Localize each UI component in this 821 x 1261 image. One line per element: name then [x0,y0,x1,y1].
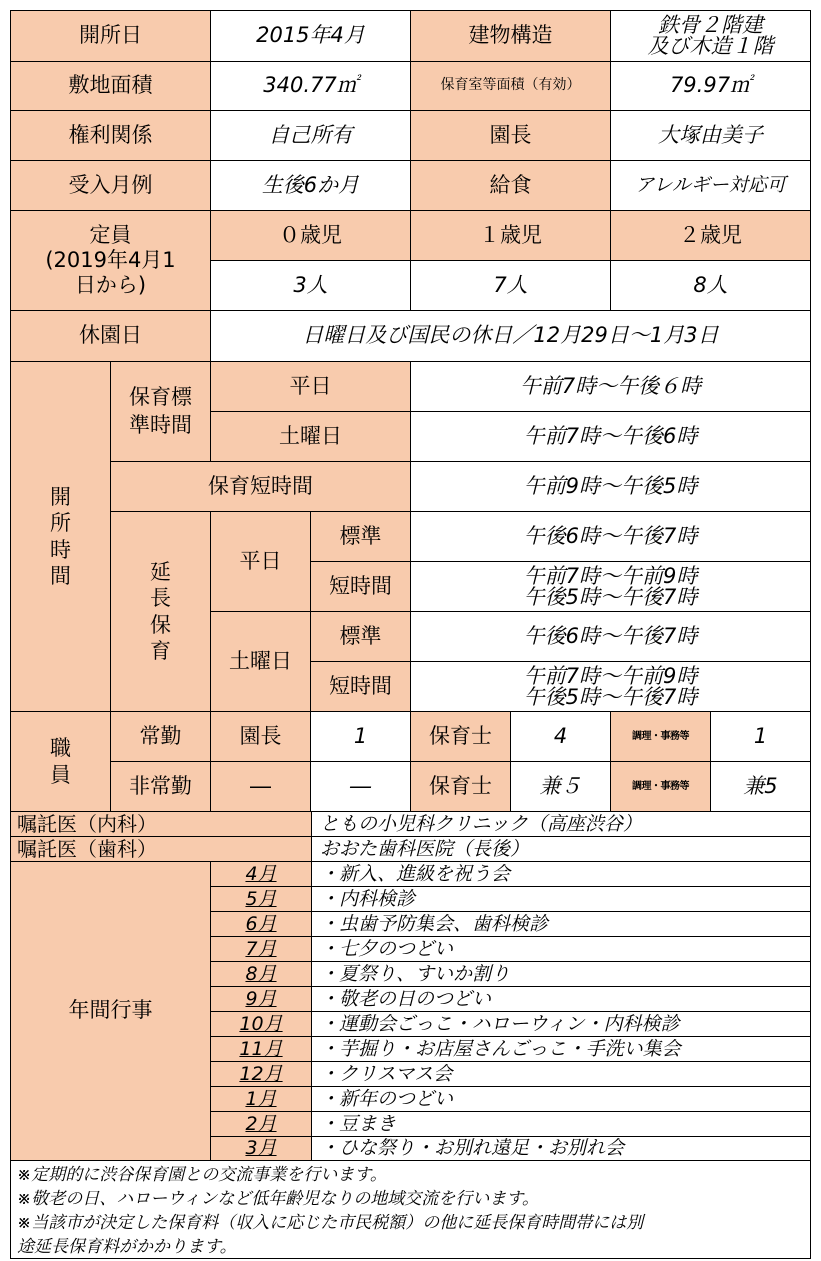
capacity-label [10,210,211,311]
staff-label-char1: 職 [50,736,71,761]
rights-label: 権利関係 [10,110,211,161]
parttime-label: 非常勤 [110,761,211,812]
event-text: ・七夕のつどい [311,936,811,962]
opening-value: 2015年4月 [210,10,411,62]
director-label: 園長 [410,110,611,161]
capacity-value-age1: 7人 [410,260,611,311]
site-area-value: 340.77㎡ [210,61,411,111]
opening-hours-label [10,361,111,712]
parttime-teacher-count: 兼５ [510,761,611,812]
opening-label: 開所日 [10,10,211,62]
room-area-value: 79.97㎡ [610,61,811,111]
extended-care-char3: 保 [150,612,171,637]
ext-weekday-short-label: 短時間 [310,561,411,612]
fulltime-label: 常勤 [110,711,211,762]
event-text: ・新入、進級を祝う会 [311,861,811,887]
ext-saturday-short-line1: 午前7時～午前9時 [523,663,698,688]
ext-weekday-short-hours [410,561,811,612]
ext-saturday-short-label: 短時間 [310,661,411,712]
parttime-teacher-label: 保育士 [410,761,511,812]
staff-label-char2: 員 [50,762,71,787]
ext-weekday-short-line2: 午後5時～午後7時 [523,584,698,609]
extended-care-char2: 長 [150,586,171,611]
event-month: 2月 [210,1111,312,1137]
opening-hours-char3: 時 [50,537,71,562]
event-text: ・新年のつどい [311,1086,811,1112]
internal-doctor-label: 嘱託医（内科） [10,811,312,837]
event-text: ・敬老の日のつどい [311,986,811,1012]
fulltime-teacher-count: 4 [510,711,611,762]
fulltime-kitchen-count: 1 [710,711,811,762]
parttime-kitchen-count: 兼5 [710,761,811,812]
opening-hours-char2: 所 [50,511,71,536]
opening-hours-char4: 間 [50,563,71,588]
director-value: 大塚由美子 [610,110,811,161]
accept-age-value: 生後6か月 [210,160,411,211]
event-text: ・クリスマス会 [311,1061,811,1087]
holiday-value: 日曜日及び国民の休日／12月29日～1月3日 [210,310,811,362]
fulltime-director-count: 1 [310,711,411,762]
event-text: ・ひな祭り・お別れ遠足・お別れ会 [311,1136,811,1161]
short-time-hours: 午前9時～午後5時 [410,461,811,512]
event-month: 12月 [210,1061,312,1087]
extended-care-label [110,511,211,712]
capacity-label-line3: 日から) [74,273,147,298]
parttime-director-label: ― [210,761,311,812]
structure-value-line2: 及び木造１階 [647,34,774,58]
event-text: ・芋掘り・お店屋さんごっこ・手洗い集会 [311,1036,811,1062]
note-line: ※敬老の日、ハローウィンなど低年齢児なりの地域交流を行います。 [17,1189,539,1210]
standard-time-label [110,361,211,462]
event-month: 6月 [210,911,312,937]
note-line: ※当該市が決定した保育料（収入に応じた市民税額）の他に延長保育時間帯には別 [17,1213,644,1234]
event-text: ・内科検診 [311,886,811,912]
event-text: ・運動会ごっこ・ハローウィン・内科検診 [311,1011,811,1037]
capacity-value-age2: 8人 [610,260,811,311]
event-text: ・夏祭り、すいか割り [311,961,811,987]
ext-weekday-standard-label: 標準 [310,511,411,562]
weekday-hours: 午前7時～午後６時 [410,361,811,412]
event-month: 10月 [210,1011,312,1037]
capacity-value-age0: 3人 [210,260,411,311]
parttime-kitchen-label: 調理・事務等 [610,761,711,812]
ext-weekday-label: 平日 [210,511,311,612]
room-area-label: 保育室等面積（有効） [410,61,611,111]
event-month: 11月 [210,1036,312,1062]
ext-saturday-standard-label: 標準 [310,611,411,662]
meal-label: 給食 [410,160,611,211]
dental-doctor-label: 嘱託医（歯科） [10,836,312,862]
ext-saturday-standard-hours: 午後6時～午後7時 [410,611,811,662]
event-month: 1月 [210,1086,312,1112]
holiday-label: 休園日 [10,310,211,362]
ext-saturday-short-line2: 午後5時～午後7時 [523,684,698,709]
structure-value [610,10,811,62]
event-month: 9月 [210,986,312,1012]
site-area-label: 敷地面積 [10,61,211,111]
ext-saturday-label: 土曜日 [210,611,311,712]
event-text: ・豆まき [311,1111,811,1137]
note-line: 途延長保育料がかかります。 [17,1237,237,1258]
event-month: 8月 [210,961,312,987]
weekday-label: 平日 [210,361,411,412]
meal-value: アレルギー対応可 [610,160,811,211]
note-line: ※定期的に渋谷保育園との交流事業を行います。 [17,1165,387,1185]
event-month: 7月 [210,936,312,962]
capacity-label-line1: 定員 [89,222,132,247]
capacity-header-age0: ０歳児 [210,210,411,261]
internal-doctor-value: ともの小児科クリニック（高座渋谷） [311,811,811,837]
ext-weekday-short-line1: 午前7時～午前9時 [523,563,698,588]
fulltime-teacher-label: 保育士 [410,711,511,762]
ext-saturday-short-hours [410,661,811,712]
staff-label [10,711,111,812]
short-time-label: 保育短時間 [110,461,411,512]
standard-time-label-line2: 準時間 [129,412,192,437]
saturday-label: 土曜日 [210,411,411,462]
ext-weekday-standard-hours: 午後6時～午後7時 [410,511,811,562]
notes-box [10,1160,811,1259]
dental-doctor-value: おおた歯科医院（長後） [311,836,811,862]
structure-value-line1: 鉄骨２階建 [658,13,763,37]
event-month: 4月 [210,861,312,887]
capacity-label-line2: (2019年4月1 [45,247,176,272]
fulltime-kitchen-label: 調理・事務等 [610,711,711,762]
opening-hours-char1: 開 [50,485,71,509]
parttime-director-count: ― [310,761,411,812]
extended-care-char4: 育 [150,638,171,663]
capacity-header-age1: １歳児 [410,210,611,261]
standard-time-label-line1: 保育標 [129,385,192,410]
structure-label: 建物構造 [410,10,611,62]
event-text: ・虫歯予防集会、歯科検診 [311,911,811,937]
extended-care-char1: 延 [150,560,171,584]
event-month: 3月 [210,1136,312,1161]
event-month: 5月 [210,886,312,912]
rights-value: 自己所有 [210,110,411,161]
fulltime-director-label: 園長 [210,711,311,762]
accept-age-label: 受入月例 [10,160,211,211]
saturday-hours: 午前7時～午後6時 [410,411,811,462]
capacity-header-age2: ２歳児 [610,210,811,261]
annual-events-label: 年間行事 [10,861,211,1161]
